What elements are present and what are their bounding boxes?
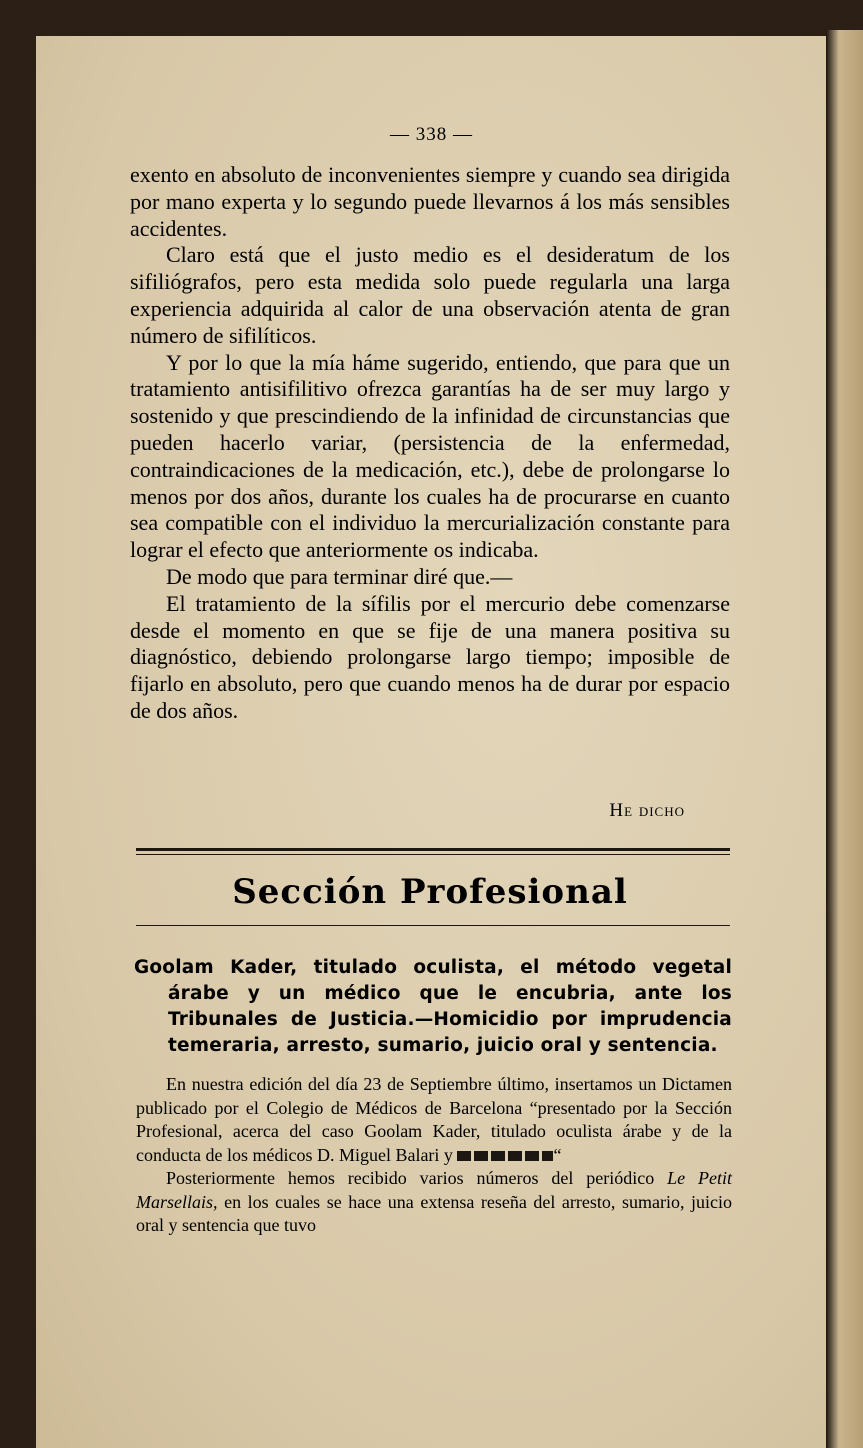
paragraph: El tratamiento de la sífilis por el mercurio debe comenzarse desde el momento en que se fije de una manera positiva su diagnóstico, debiendo prolongarse largo tiempo; imposible de fijarlo en absoluto, pero que cuando menos ha de durar por espacio de dos años. xyxy=(130,590,730,723)
paragraph xyxy=(136,1167,732,1238)
paragraph: Claro está que el justo medio es el desideratum de los sifiliógrafos, pero esta medida solo puede regularla una larga experiencia adquirida al calor de una observación atenta de gran número de sifilíticos. xyxy=(130,242,730,348)
signature: He dicho xyxy=(609,800,685,821)
section-title: Sección Profesional xyxy=(232,872,628,912)
redacted-name xyxy=(457,1151,553,1161)
paragraph-text: Posteriormente hemos recibido varios números del periódico xyxy=(166,1168,655,1188)
publication-title: Le Petit Marsellais, xyxy=(136,1168,733,1212)
divider-rule xyxy=(136,925,730,926)
article-title: Goolam Kader, titulado oculista, el método vegetal árabe y un médico que le encubria, ante los Tribunales de Justicia.—Homicidio por imprudencia temeraria, arresto, sumario, juicio oral y sentencia. xyxy=(134,957,732,1056)
paragraph-text: En nuestra edición del día 23 de Septiembre último, insertamos un Dictamen publicado por el Colegio de Médicos de Barcelona “presentado por la Sección Profesional, acerca del caso Goolam Kader, titulado oculista árabe y de la conducta de los médicos D. Miguel Balari y xyxy=(136,1074,732,1165)
body-text xyxy=(130,162,730,725)
paragraph xyxy=(136,1073,732,1167)
divider-rule xyxy=(136,854,730,855)
paragraph: Y por lo que la mía háme sugerido, entiendo, que para que un tratamiento antisifilitivo ofrezca garantías ha de ser muy largo y sostenido y que prescindiendo de la infinidad de circunstancias que pueden hacerlo variar, (persistencia de la enfermedad, contraindicaciones de la medicación, etc.), debe de prolongarse lo menos por dos años, durante los cuales ha de procurarse en cuanto sea compatible con el individuo la mercurialización constante para lograr el efecto que anteriormente os indicaba. xyxy=(130,349,730,563)
page-number: — 338 — xyxy=(390,124,473,145)
adjacent-page-edge xyxy=(826,30,863,1448)
paragraph-text: en los cuales se hace una extensa reseña del arresto, sumario, juicio oral y sentencia que tuvo xyxy=(136,1191,732,1235)
paragraph-continuation: exento en absoluto de inconvenientes siempre y cuando sea dirigida por mano experta y lo segundo puede llevarnos á los más sensibles accidentes. xyxy=(130,162,730,241)
article-body xyxy=(136,1073,732,1238)
divider-rule xyxy=(136,848,730,851)
paragraph: De modo que para terminar diré que.— xyxy=(166,563,513,589)
closing-quote: “ xyxy=(553,1144,562,1165)
